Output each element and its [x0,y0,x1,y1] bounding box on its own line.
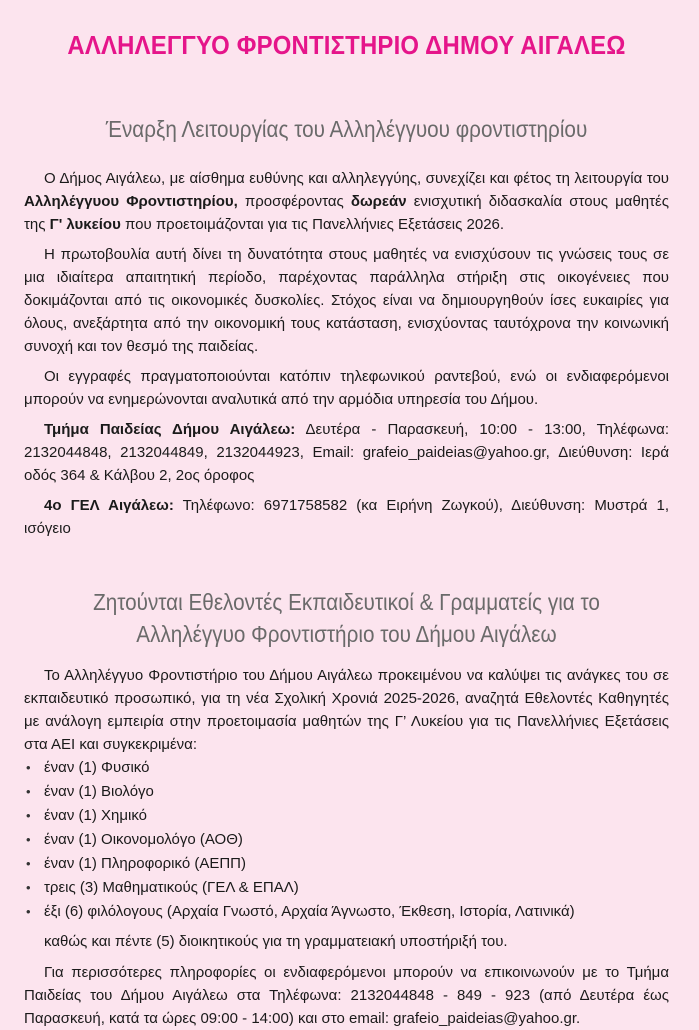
list-item: • έναν (1) Οικονομολόγο (ΑΟΘ) [24,828,669,852]
paragraph-registration: Οι εγγραφές πραγματοποιούνται κατόπιν τηλεφωνικού ραντεβού, ενώ οι ενδιαφερόμενοι μπορούν να ενημερώνονται αναλυτικά από την αρμόδια υπηρεσία του Δήμου. [24,368,669,408]
paragraph-initiative: Η πρωτοβουλία αυτή δίνει τη δυνατότητα στους μαθητές να ενισχύσουν τις γνώσεις τους σε μια ιδιαίτερα απαιτητική περίοδο, παρέχοντας παράλληλα στήριξη στις οικογένειες που δοκιμάζονται από τις οικονομικές δυσκολίες. Στόχος είναι να δημιουργηθούν ίσες ευκαιρίες για όλους, ανεξάρτητα από την οικονομική τους κατάσταση, ενισχύοντας ταυτόχρονα την κοινωνική συνοχή και τον θεσμό της παιδείας. [24,246,669,355]
paragraph-contact-info: Για περισσότερες πληροφορίες οι ενδιαφερόμενοι μπορούν να επικοινωνούν με το Τμήμα Παιδείας του Δήμου Αιγάλεω στα Τηλέφωνα: 2132044848 - 849 - 923 (από Δευτέρα έως Παρασκευή, κατά τα ώρες 09:00 - 14:00) και στο email: grafeio_paideias@yahoo.gr. [24,964,669,1027]
paragraph-volunteers-intro: Το Αλληλέγγυο Φροντιστήριο του Δήμου Αιγάλεω προκειμένου να καλύψει τις ανάγκες του σε εκπαιδευτικό προσωπικό, για τη νέα Σχολική Χρονιά 2025-2026, αναζητά Εθελοντές Καθηγητές με ανάλογη εμπειρία στην προετοιμασία μαθητών της Γ’ Λυκείου για τις Πανελλήνιες Εξετάσεις στα ΑΕΙ και συγκεκριμένα: [24,667,669,753]
text: που προετοιμάζονται για τις Πανελλήνιες Εξετάσεις 2026. [120,216,505,233]
list-item: • έναν (1) Φυσικό [24,756,669,780]
positions-list [24,756,669,924]
list-item: • έναν (1) Χημικό [24,804,669,828]
text: προσφέροντας [237,193,351,210]
bold-text: Γ' λυκείου [49,216,121,233]
section-opening-body [24,167,669,540]
section-volunteers [24,586,669,1030]
contact-education-dept [24,418,669,487]
paragraph-administrative: καθώς και πέντε (5) διοικητικούς για τη γραμματειακή υποστήριξή του. [44,933,508,950]
bold-text: Αλληλέγγυου Φροντιστηρίου, [24,193,238,210]
text: ενισχυτική διδασκαλία στους μαθητές της [24,193,669,233]
contact-details: Δευτέρα - Παρασκευή, 10:00 - 13:00, Τηλέφωνα: 2132044848, 2132044849, 2132044923, Email: grafeio_paideias@yahoo.gr, Διεύθυνση: Ιερά οδός 364 & Κάλβου 2, 2ος όροφος [24,421,669,484]
contact-4th-gel [24,494,669,540]
paragraph-intro [24,167,669,236]
list-item: • έξι (6) φιλόλογους (Αρχαία Γνωστό, Αρχαία Άγνωστο, Έκθεση, Ιστορία, Λατινικά) [24,900,669,924]
list-item: • τρεις (3) Μαθηματικούς (ΓΕΛ & ΕΠΑΛ) [24,876,669,900]
section-volunteers-body [24,664,669,1030]
list-item: • έναν (1) Βιολόγο [24,780,669,804]
contact-label: 4ο ΓΕΛ Αιγάλεω: [44,497,174,514]
contact-label: Τμήμα Παιδείας Δήμου Αιγάλεω: [44,421,296,438]
text: Ο Δήμος Αιγάλεω, με αίσθημα ευθύνης και αλληλεγγύης, συνεχίζει και φέτος τη λειτουργία του [44,170,669,187]
section-heading-opening: Έναρξη Λειτουργίας του Αλληλέγγυου φροντιστηρίου [105,116,588,142]
section-opening [24,113,669,540]
contact-details: Τηλέφωνο: 6971758582 (κα Ειρήνη Ζωγκού), Διεύθυνση: Μυστρά 1, ισόγειο [24,497,669,537]
bold-text: δωρεάν [350,193,407,210]
main-title: ΑΛΛΗΛΕΓΓΥΟ ΦΡΟΝΤΙΣΤΗΡΙΟ ΔΗΜΟΥ ΑΙΓΑΛΕΩ [67,30,626,60]
list-item: • έναν (1) Πληροφορικό (ΑΕΠΠ) [24,852,669,876]
section-heading-volunteers: Ζητούνται Εθελοντές Εκπαιδευτικοί & Γραμματείς για το Αλληλέγγυο Φροντιστήριο του Δήμου Αιγάλεω [93,589,600,647]
